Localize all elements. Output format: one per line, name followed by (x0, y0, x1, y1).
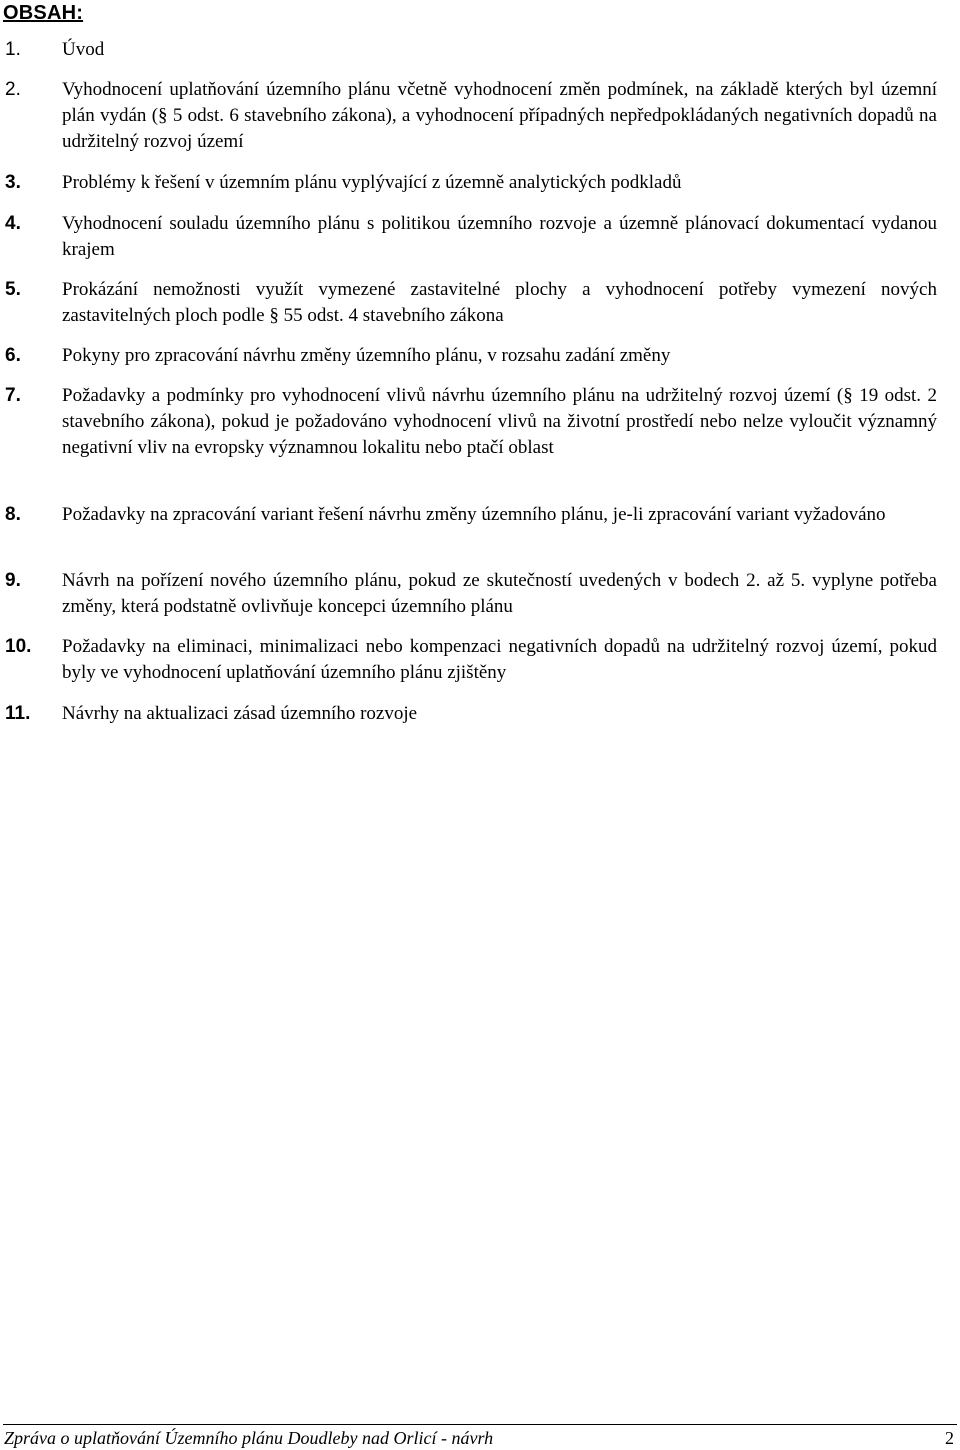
toc-item-text: Požadavky na zpracování variant řešení návrhu změny územního plánu, je-li zpracování variant vyžadováno (62, 504, 886, 525)
toc-item-number: 11. (5, 703, 31, 724)
toc-item-number: 2. (5, 79, 21, 100)
toc-item-number: 4. (5, 213, 21, 234)
toc-item-text: Návrhy na aktualizaci zásad územního rozvoje (62, 703, 418, 724)
footer-document-title: Zpráva o uplatňování Územního plánu Doudleby nad Orlicí - návrh (4, 1428, 494, 1448)
toc-item-number: 5. (5, 279, 21, 300)
toc-item-text: Pokyny pro zpracování návrhu změny územního plánu, v rozsahu zadání změny (62, 345, 671, 366)
toc-item-text: Prokázání nemožnosti využít vymezené zastavitelné plochy a vyhodnocení potřeby vymezení nových zastavitelných ploch podle § 55 odst. 4 stavebního zákona (62, 279, 937, 326)
toc-item-text: Návrh na pořízení nového územního plánu, pokud ze skutečností uvedených v bodech 2. až 5. vyplyne potřeba změny, která podstatně ovlivňuje koncepci územního plánu (62, 570, 937, 617)
page-title: OBSAH: (3, 2, 84, 24)
toc-item-text: Úvod (62, 39, 105, 60)
toc-item-text: Požadavky na eliminaci, minimalizaci nebo kompenzaci negativních dopadů na udržitelný rozvoj území, pokud byly ve vyhodnocení uplatňování územního plánu zjištěny (62, 636, 937, 683)
toc-item-number: 3. (5, 172, 21, 193)
toc-item-text: Požadavky a podmínky pro vyhodnocení vlivů návrhu územního plánu na udržitelný rozvoj území (§ 19 odst. 2 stavebního zákona), pokud je požadováno vyhodnocení vlivů na životní prostředí nebo nelze vyloučit významný negativní vliv na evropsky významnou lokalitu nebo ptačí oblast (62, 385, 937, 458)
toc-item-text: Vyhodnocení souladu územního plánu s politikou územního rozvoje a územně plánovací dokumentací vydanou krajem (62, 213, 937, 260)
toc-item-number: 8. (5, 504, 21, 525)
toc-item-number: 1. (5, 39, 21, 60)
toc-item-number: 10. (5, 636, 32, 657)
footer-divider (3, 1424, 957, 1425)
toc-item-number: 6. (5, 345, 21, 366)
page-number: 2 (945, 1428, 954, 1448)
toc-item-text: Problémy k řešení v územním plánu vyplývající z územně analytických podkladů (62, 172, 682, 193)
toc-item-number: 7. (5, 385, 21, 406)
toc-item-number: 9. (5, 570, 21, 591)
toc-item-text: Vyhodnocení uplatňování územního plánu včetně vyhodnocení změn podmínek, na základě kterých byl územní plán vydán (§ 5 odst. 6 stavebního zákona), a vyhodnocení případných nepředpokládaných negativních dopadů na udržitelný rozvoj území (62, 79, 937, 152)
